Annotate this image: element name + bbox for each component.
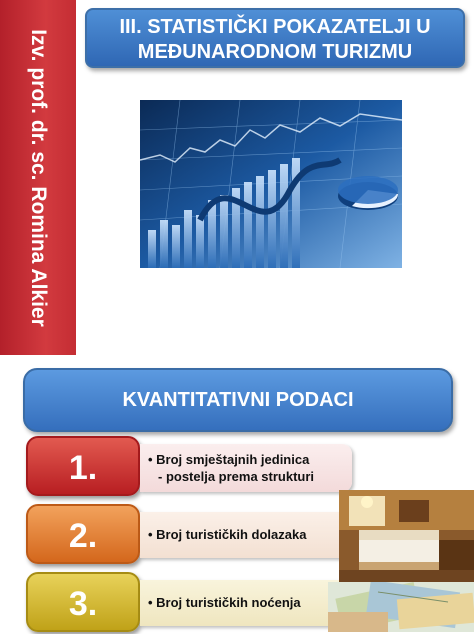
- hotel-room-image: [339, 490, 474, 582]
- title-line-1: III. STATISTIČKI POKAZATELJI U: [119, 16, 431, 38]
- item-text-2: [140, 512, 352, 558]
- item-3-line-1: • Broj turističkih noćenja: [148, 595, 301, 610]
- item-number-2: 2.: [26, 504, 140, 564]
- item-number-1: 1.: [26, 436, 140, 496]
- financial-chart-image: [140, 100, 402, 268]
- section-heading: KVANTITATIVNI PODACI: [23, 368, 453, 432]
- slide-title: [85, 8, 465, 68]
- item-2-line-1: • Broj turističkih dolazaka: [148, 527, 307, 542]
- item-1-line-1: • Broj smještajnih jedinica: [148, 452, 310, 467]
- banknotes-image: [328, 582, 474, 632]
- author-sidebar: [0, 0, 76, 355]
- item-number-3: 3.: [26, 572, 140, 632]
- item-text-3: [140, 580, 352, 626]
- item-text-1: [140, 444, 352, 492]
- title-line-2: MEĐUNARODNOM TURIZMU: [137, 41, 413, 63]
- author-name: Izv. prof. dr. sc. Romina Alkier: [27, 29, 50, 327]
- item-1-line-2: - postelja prema strukturi: [158, 469, 315, 484]
